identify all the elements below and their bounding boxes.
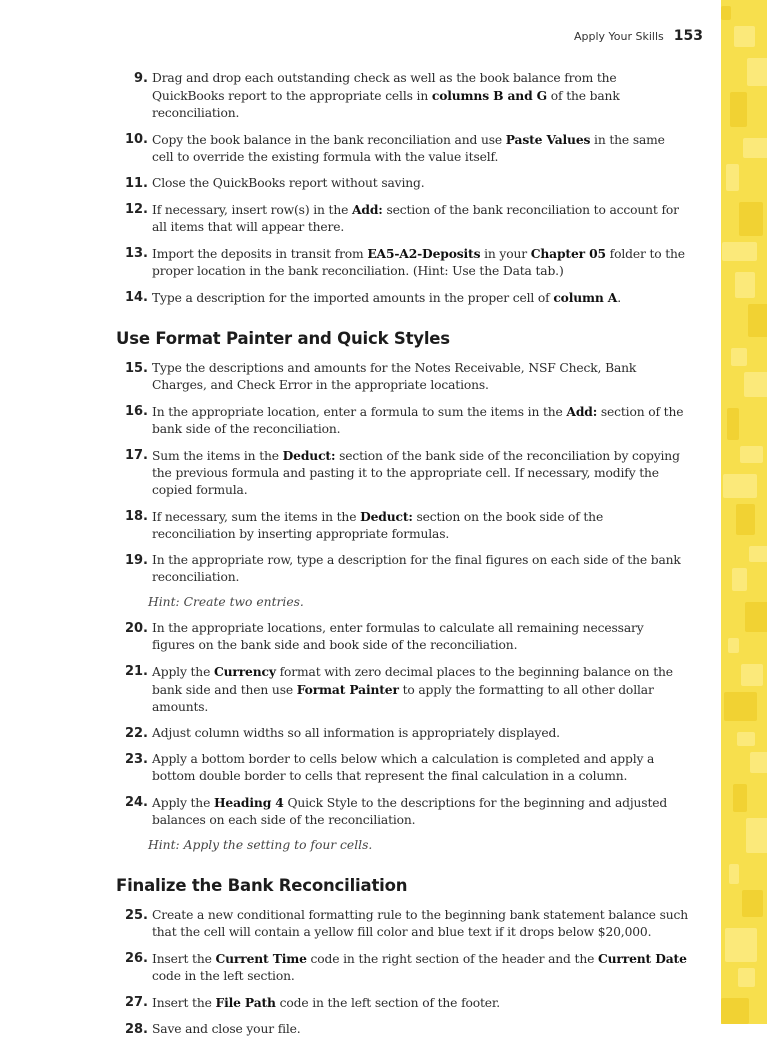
page-number: 153 bbox=[673, 28, 703, 44]
list-item bbox=[116, 663, 688, 716]
decorative-block bbox=[724, 692, 757, 721]
decorative-block bbox=[740, 446, 763, 463]
step-text-bold: Deduct: bbox=[282, 448, 336, 463]
step-text-bold: Add: bbox=[566, 404, 598, 419]
step-text-run: Create a new conditional formatting rule to the beginning bank statement balance such that the cell will contain a yellow fill color and blue text if it drops below $20,000. bbox=[152, 908, 689, 939]
step-text-run: code in the left section. bbox=[152, 969, 295, 983]
step-text-run: Drag and drop each outstanding check as well as the book balance from the QuickBooks report to the appropriate cells in bbox=[152, 71, 617, 103]
list-item bbox=[116, 70, 688, 122]
step-text-run: Type the descriptions and amounts for the Notes Receivable, NSF Check, Bank Charges, and Check Error in the appropriate locations. bbox=[152, 361, 637, 392]
step-text bbox=[152, 508, 688, 543]
step-text-run: format with zero decimal places to the beginning balance on the bank side and then use bbox=[152, 665, 673, 697]
header-section-name: Apply Your Skills bbox=[573, 30, 664, 43]
list-item bbox=[116, 907, 688, 941]
step-text-run: Insert the bbox=[152, 996, 216, 1010]
decorative-block bbox=[749, 546, 767, 562]
step-text bbox=[152, 663, 688, 716]
step-number: 22. bbox=[124, 726, 148, 741]
step-number: 14. bbox=[124, 290, 148, 305]
step-number: 12. bbox=[124, 202, 148, 217]
decorative-block bbox=[730, 92, 747, 127]
step-text-run: Sum the items in the bbox=[152, 449, 283, 463]
step-number: 9. bbox=[134, 71, 148, 86]
step-text-run: section of the bank side of the reconciliation. bbox=[152, 405, 684, 436]
list-item bbox=[116, 360, 688, 394]
step-text-run: Import the deposits in transit from bbox=[152, 247, 368, 261]
step-number: 10. bbox=[124, 132, 148, 147]
decorative-block bbox=[742, 890, 763, 917]
list-item bbox=[116, 245, 688, 280]
decorative-block bbox=[743, 138, 767, 158]
list-item bbox=[116, 620, 688, 654]
list-item bbox=[116, 950, 688, 985]
step-text-run: section of the bank side of the reconciliation by copying the previous formula and pasting it to the appropriate cell. If necessary, modify the copied formula. bbox=[152, 449, 680, 497]
step-text-run: Insert the bbox=[152, 952, 216, 966]
step-text-bold: columns B and G bbox=[431, 88, 548, 103]
step-text-bold: Heading 4 bbox=[213, 795, 284, 810]
step-text bbox=[152, 994, 688, 1012]
step-text-run: folder to the proper location in the bank reconciliation. (Hint: Use the Data tab.) bbox=[152, 247, 685, 278]
step-number: 20. bbox=[124, 621, 148, 636]
step-text bbox=[152, 70, 688, 122]
step-hint: Hint: Create two entries. bbox=[148, 595, 304, 609]
step-text bbox=[152, 360, 688, 394]
step-text-bold: Currency bbox=[213, 664, 276, 679]
step-text bbox=[152, 620, 688, 654]
step-text bbox=[152, 751, 688, 785]
step-text-bold: File Path bbox=[215, 995, 276, 1010]
step-text-bold: Add: bbox=[352, 202, 383, 217]
step-number: 23. bbox=[124, 752, 148, 767]
step-text-bold: Chapter 05 bbox=[530, 246, 606, 261]
list-item bbox=[116, 994, 688, 1012]
decorative-block bbox=[722, 242, 757, 261]
list-item bbox=[116, 751, 688, 785]
decorative-block bbox=[734, 26, 755, 47]
decorative-block bbox=[744, 372, 767, 397]
list-item bbox=[116, 175, 688, 192]
step-text bbox=[152, 950, 688, 985]
decorative-block bbox=[735, 272, 755, 298]
step-text-run: code in the right section of the header and the bbox=[306, 952, 598, 966]
step-text-run: Apply the bbox=[152, 796, 214, 810]
decorative-block bbox=[732, 568, 747, 591]
step-number: 11. bbox=[124, 176, 148, 191]
decorative-block bbox=[733, 784, 747, 812]
decorative-block bbox=[750, 752, 767, 773]
step-text-bold: Format Painter bbox=[296, 682, 399, 697]
section-heading-finalize: Finalize the Bank Reconciliation bbox=[116, 876, 408, 895]
step-text-run: code in the left section of the footer. bbox=[275, 996, 501, 1010]
step-text bbox=[152, 907, 688, 941]
step-text-run: section on the book side of the reconciliation by inserting appropriate formulas. bbox=[152, 510, 604, 541]
step-text-run: to apply the formatting to all other dollar amounts. bbox=[152, 683, 654, 714]
step-text-run: Type a description for the imported amounts in the proper cell of bbox=[152, 291, 554, 305]
step-text-run: Save and close your file. bbox=[152, 1022, 301, 1036]
step-number: 13. bbox=[124, 246, 148, 261]
list-item bbox=[116, 447, 688, 499]
step-list-part1 bbox=[116, 70, 688, 307]
step-number: 26. bbox=[124, 951, 148, 966]
step-number: 16. bbox=[124, 404, 148, 419]
decorative-block bbox=[741, 664, 763, 686]
step-text-run: In the appropriate locations, enter formulas to calculate all remaining necessary figures on the bank side and book side of the reconciliation. bbox=[152, 621, 644, 652]
decorative-block bbox=[726, 164, 739, 191]
step-text-bold: Deduct: bbox=[360, 509, 413, 524]
step-number: 19. bbox=[124, 553, 148, 568]
step-text-run: Close the QuickBooks report without saving. bbox=[152, 176, 425, 190]
list-item bbox=[116, 289, 688, 307]
decorative-block bbox=[738, 968, 755, 987]
step-text bbox=[152, 245, 688, 280]
section-heading-format-painter: Use Format Painter and Quick Styles bbox=[116, 329, 450, 348]
step-number: 24. bbox=[124, 795, 148, 810]
step-text-run: If necessary, sum the items in the bbox=[152, 510, 361, 524]
decorative-block bbox=[739, 202, 763, 236]
decorative-block bbox=[729, 864, 739, 884]
step-text-run: Adjust column widths so all information is appropriately displayed. bbox=[152, 726, 560, 740]
step-text-run: in the same cell to override the existing formula with the value itself. bbox=[152, 133, 665, 164]
step-text-run: Copy the book balance in the bank reconciliation and use bbox=[152, 133, 506, 147]
step-text-run: In the appropriate row, type a description for the final figures on each side of the bank reconciliation. bbox=[152, 553, 681, 584]
step-text bbox=[152, 725, 688, 742]
decorative-block bbox=[745, 602, 767, 632]
step-text bbox=[152, 552, 688, 586]
list-item bbox=[116, 725, 688, 742]
decorative-block bbox=[721, 998, 749, 1024]
decorative-block bbox=[737, 732, 755, 746]
step-text-run: in your bbox=[480, 247, 531, 261]
step-number: 25. bbox=[124, 908, 148, 923]
step-text bbox=[152, 131, 688, 166]
step-number: 21. bbox=[124, 664, 148, 679]
step-text-run: Quick Style to the descriptions for the beginning and adjusted balances on each side of the reconciliation. bbox=[152, 796, 668, 827]
step-text-run: of the bank reconciliation. bbox=[152, 89, 620, 120]
step-number: 17. bbox=[124, 448, 148, 463]
step-text bbox=[152, 201, 688, 236]
step-text bbox=[152, 403, 688, 438]
step-text bbox=[152, 289, 688, 307]
step-text bbox=[152, 447, 688, 499]
decorative-block bbox=[748, 304, 767, 337]
step-number: 28. bbox=[124, 1022, 148, 1037]
step-text bbox=[152, 794, 688, 829]
step-number: 15. bbox=[124, 361, 148, 376]
decorative-block bbox=[725, 928, 757, 962]
list-item bbox=[116, 131, 688, 166]
step-list-part2 bbox=[116, 360, 688, 854]
list-item bbox=[116, 794, 688, 829]
decorative-block bbox=[721, 6, 731, 20]
decorative-block bbox=[736, 504, 755, 535]
step-number: 27. bbox=[124, 995, 148, 1010]
list-item bbox=[116, 201, 688, 236]
step-hint: Hint: Apply the setting to four cells. bbox=[148, 838, 373, 852]
list-item bbox=[116, 552, 688, 586]
list-item bbox=[116, 403, 688, 438]
step-text-run: . bbox=[617, 291, 621, 305]
step-text-run: If necessary, insert row(s) in the bbox=[152, 203, 352, 217]
decorative-block bbox=[747, 58, 767, 86]
list-item bbox=[116, 508, 688, 543]
step-text-bold: Current Date bbox=[598, 951, 687, 966]
decorative-block bbox=[727, 408, 739, 440]
decorative-block bbox=[723, 474, 757, 498]
step-text-run: Apply a bottom border to cells below which a calculation is completed and apply a bottom double border to cells that represent the final calculation in a column. bbox=[152, 752, 655, 783]
decorative-block bbox=[728, 638, 739, 653]
page-content bbox=[116, 70, 688, 1047]
step-text-run: Apply the bbox=[152, 665, 214, 679]
decorative-block bbox=[746, 818, 767, 853]
decorative-block bbox=[731, 348, 747, 366]
step-text-bold: Current Time bbox=[215, 951, 307, 966]
step-text-bold: EA5-A2-Deposits bbox=[367, 246, 481, 261]
step-text-bold: Paste Values bbox=[505, 132, 591, 147]
step-text-run: In the appropriate location, enter a formula to sum the items in the bbox=[152, 405, 567, 419]
step-text bbox=[152, 175, 688, 192]
step-number: 18. bbox=[124, 509, 148, 524]
step-list-part3 bbox=[116, 907, 688, 1038]
step-text-bold: column A bbox=[553, 290, 618, 305]
page-header bbox=[574, 28, 703, 44]
step-text-run: section of the bank reconciliation to account for all items that will appear there. bbox=[152, 203, 679, 234]
decorative-yellow-strip bbox=[721, 0, 767, 1024]
